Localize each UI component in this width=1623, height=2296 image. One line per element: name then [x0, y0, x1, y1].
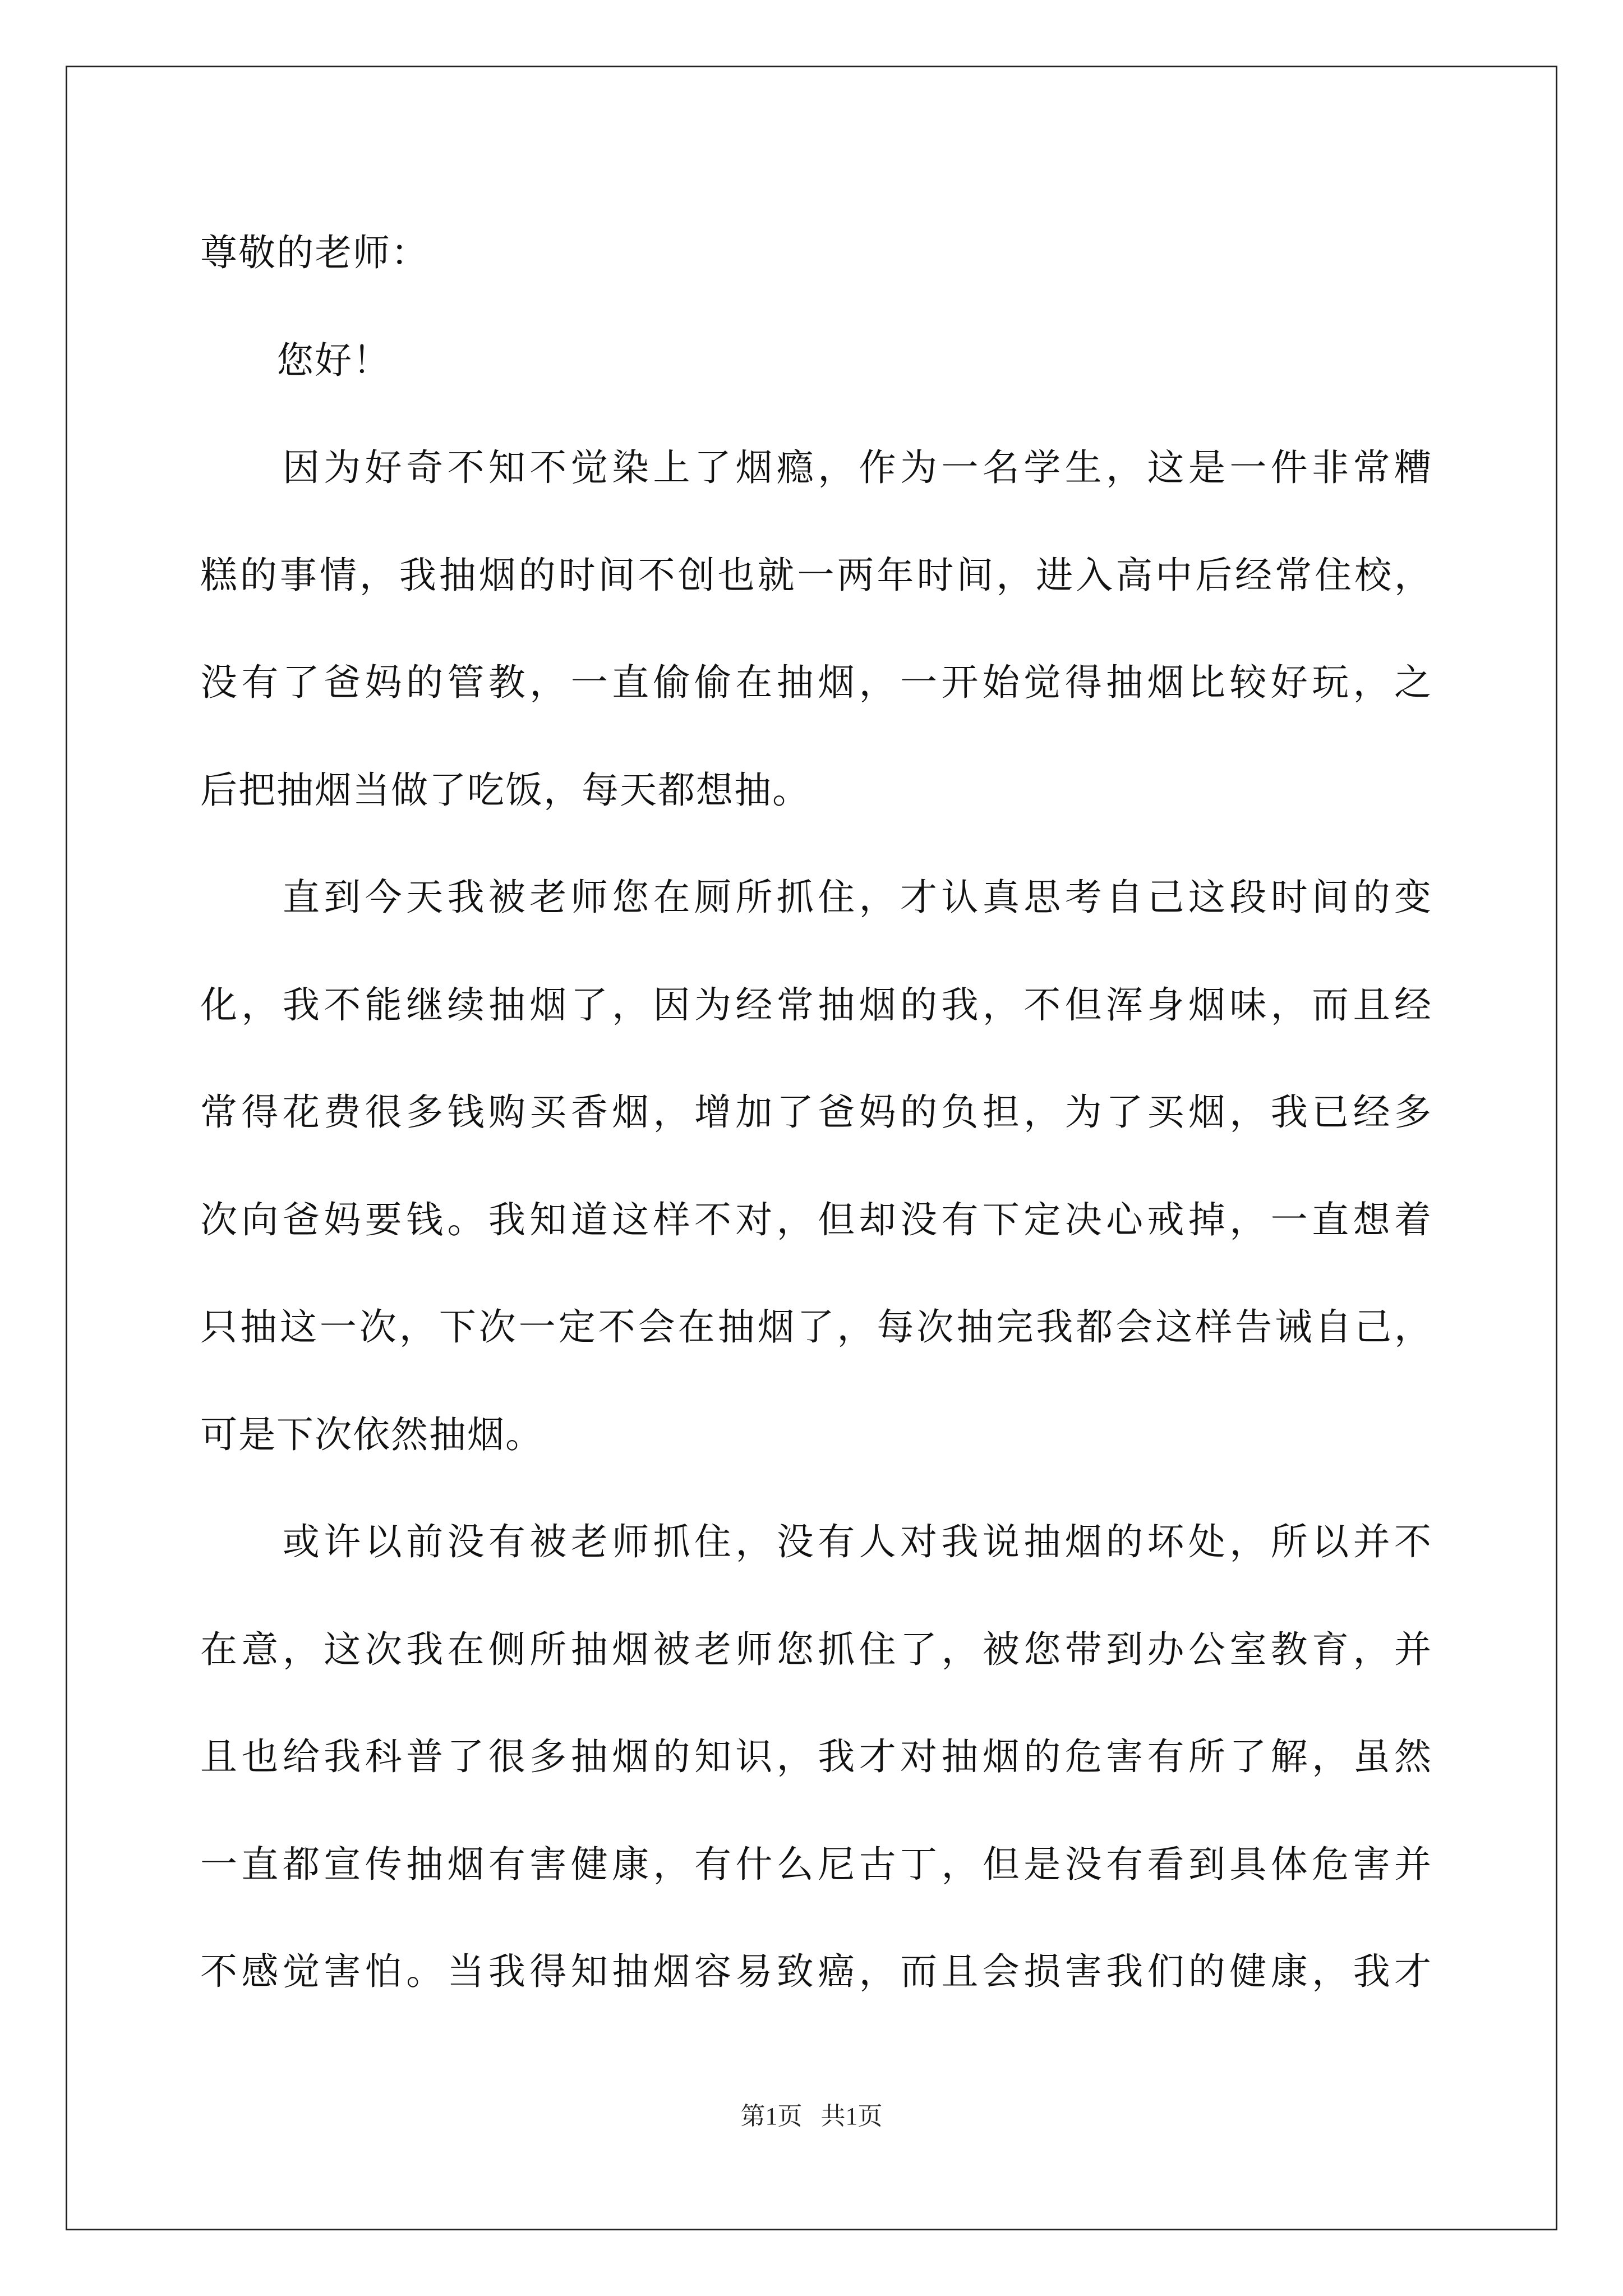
text-line: 常得花费很多钱购买香烟，增加了爸妈的负担，为了买烟，我已经多 — [200, 1091, 1431, 1134]
text-line: 后把抽烟当做了吃饭，每天都想抽。 — [200, 769, 810, 812]
text-line: 没有了爸妈的管教，一直偷偷在抽烟，一开始觉得抽烟比较好玩，之 — [200, 661, 1431, 704]
page-border — [66, 66, 1557, 2230]
text-line: 直到今天我被老师您在厕所抓住，才认真思考自己这段时间的变 — [200, 876, 1431, 919]
text-line: 可是下次依然抽烟。 — [200, 1413, 543, 1456]
text-line: 或许以前没有被老师抓住，没有人对我说抽烟的坏处，所以并不 — [200, 1520, 1431, 1563]
text-line: 且也给我科普了很多抽烟的知识，我才对抽烟的危害有所了解，虽然 — [200, 1735, 1431, 1778]
page-footer: 第1页 共1页 — [740, 2102, 883, 2130]
text-line: 糕的事情，我抽烟的时间不创也就一两年时间，进入高中后经常住校， — [200, 554, 1431, 597]
text-line: 次向爸妈要钱。我知道这样不对，但却没有下定决心戒掉，一直想着 — [200, 1198, 1431, 1241]
text-line: 在意，这次我在侧所抽烟被老师您抓住了，被您带到办公室教育，并 — [200, 1628, 1431, 1671]
text-line: 一直都宣传抽烟有害健康，有什么尼古丁，但是没有看到具体危害并 — [200, 1843, 1431, 1886]
text-line: 尊敬的老师： — [200, 231, 429, 274]
text-line: 化，我不能继续抽烟了，因为经常抽烟的我，不但浑身烟味，而且经 — [200, 983, 1431, 1027]
text-line: 只抽这一次，下次一定不会在抽烟了，每次抽完我都会这样告诫自己， — [200, 1305, 1431, 1349]
text-line: 不感觉害怕。当我得知抽烟容易致癌，而且会损害我们的健康，我才 — [200, 1950, 1431, 1993]
text-line: 您好！ — [200, 339, 391, 382]
text-line: 因为好奇不知不觉染上了烟瘾，作为一名学生，这是一件非常糟 — [200, 446, 1431, 489]
